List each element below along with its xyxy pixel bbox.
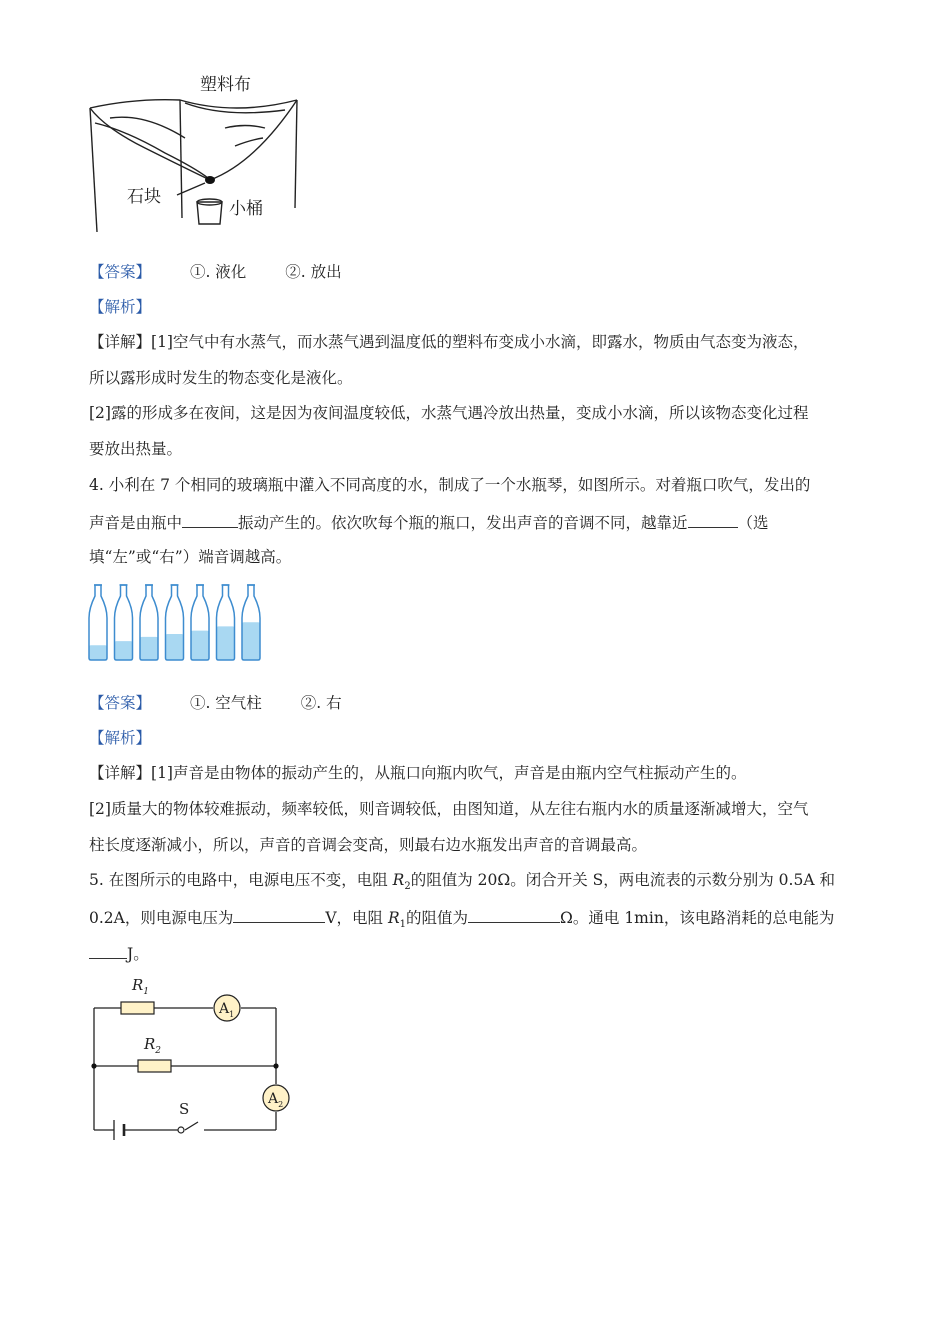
switch-pivot (178, 1127, 184, 1133)
q4-question-line2: 声音是由瓶中 振动产生的。依次吹每个瓶的瓶口，发出声音的音调不同，越靠近 （选 (89, 511, 769, 533)
q5-question-line2: 0.2A，则电源电压为 V，电阻 $R_1$的阻值为 Ω。通电 1min，该电路消耗的总电能为 (89, 906, 834, 935)
pole-left (90, 108, 97, 232)
r2-label: R (144, 1035, 156, 1053)
bottle-6 (217, 585, 235, 660)
switch-label: S (179, 1100, 190, 1118)
q3-analysis-tag: 【解析】 (89, 298, 152, 316)
svg-text:A1: $A_1$ (219, 1001, 235, 1019)
q3-detail-2-line2: 要放出热量。 (89, 440, 183, 458)
q3-detail-1-line1: 【详解】[1]空气中有水蒸气，而水蒸气遇到温度低的塑料布变成小水滴，即露水，物质由气态变为液态， (89, 333, 809, 351)
q5-blank-1 (233, 906, 325, 923)
bottle-water (140, 637, 158, 660)
q5-question-line3: J。 (89, 942, 149, 964)
a2-label: A (268, 1091, 279, 1107)
q5-question-line1: 5. 在图所示的电路中，电源电压不变，电阻 $R_2$的阻值为 20Ω。闭合开关 S，两电流表的示数分别为 0.5A 和 (89, 871, 835, 893)
a1-label: A (219, 1001, 230, 1017)
resistor-r2 (138, 1060, 171, 1072)
q4-detail-2-line1: [2]质量大的物体较难振动，频率较低，则音调较低，由图知道，从左往右瓶内水的质量逐渐减增大，空气 (89, 800, 809, 818)
bottle-water (217, 626, 235, 660)
svg-text:A2: $A_2$ (268, 1091, 284, 1109)
q4-detail-1: 【详解】[1]声音是由物体的振动产生的，从瓶口向瓶内吹气，声音是由瓶内空气柱振动产生的。 (89, 764, 747, 782)
bottle-7 (242, 585, 260, 660)
stone-label: 石块 (127, 187, 161, 207)
r1-label: R (132, 976, 144, 994)
q3-detail-2-line1: [2]露的形成多在夜间，这是因为夜间温度较低，水蒸气遇冷放出热量，变成小水滴，所以该物态变化过程 (89, 404, 809, 422)
bottle-water (242, 622, 260, 660)
q4-question-line3: 填“左”或“右”）端音调越高。 (89, 548, 292, 566)
answer-tag: 【答案】 (89, 263, 152, 281)
water-bottles-figure (86, 582, 266, 664)
bottle-1 (89, 585, 107, 660)
q4-blank-1 (182, 511, 238, 528)
q4-detail-2-line2: 柱长度逐渐减小，所以，声音的音调会变高，则最右边水瓶发出声音的音调最高。 (89, 836, 648, 854)
bottle-2 (115, 585, 133, 660)
q4-answer-line (89, 693, 342, 713)
bottle-water (89, 645, 107, 660)
svg-text:R2: $R_2$ (144, 1035, 162, 1056)
cloth-label: 塑料布 (200, 75, 251, 95)
q4-question-line1: 4. 小利在 7 个相同的玻璃瓶中灌入不同高度的水，制成了一个水瓶琴，如图所示。对着瓶口吹气，发出的 (89, 476, 811, 494)
q4-blank-2 (688, 511, 738, 528)
dew-collector-figure (85, 68, 310, 238)
bottle-water (166, 634, 184, 660)
resistor-r1 (121, 1002, 154, 1014)
answer-1: ①. 液化 (189, 263, 247, 281)
junction-right (273, 1063, 278, 1068)
pole-mid (180, 100, 182, 218)
q5-blank-3 (89, 942, 127, 959)
answer-2: ②. 放出 (285, 263, 342, 281)
circuit-diagram (86, 972, 296, 1152)
q3-detail-1-line2: 所以露形成时发生的物态变化是液化。 (89, 369, 353, 387)
bottle-4 (166, 585, 184, 660)
cloth-top-edge (90, 100, 297, 108)
detail-tag: 【详解】 (89, 333, 152, 351)
bottle-5 (191, 585, 209, 660)
junction-left (91, 1063, 96, 1068)
answer-tag: 【答案】 (89, 694, 152, 712)
q3-answer-line (89, 262, 342, 282)
answer-2: ②. 右 (300, 694, 342, 712)
bottle-water (115, 641, 133, 660)
pole-right (295, 100, 297, 208)
answer-1: ①. 空气柱 (189, 694, 262, 712)
q4-analysis-tag: 【解析】 (89, 729, 152, 747)
detail-tag: 【详解】 (89, 764, 152, 782)
q5-blank-2 (468, 906, 560, 923)
stone-shape (205, 176, 215, 184)
svg-text:R1: $R_1$ (132, 976, 150, 997)
bottle-water (191, 631, 209, 660)
bucket-label: 小桶 (229, 199, 263, 219)
bottle-3 (140, 585, 158, 660)
